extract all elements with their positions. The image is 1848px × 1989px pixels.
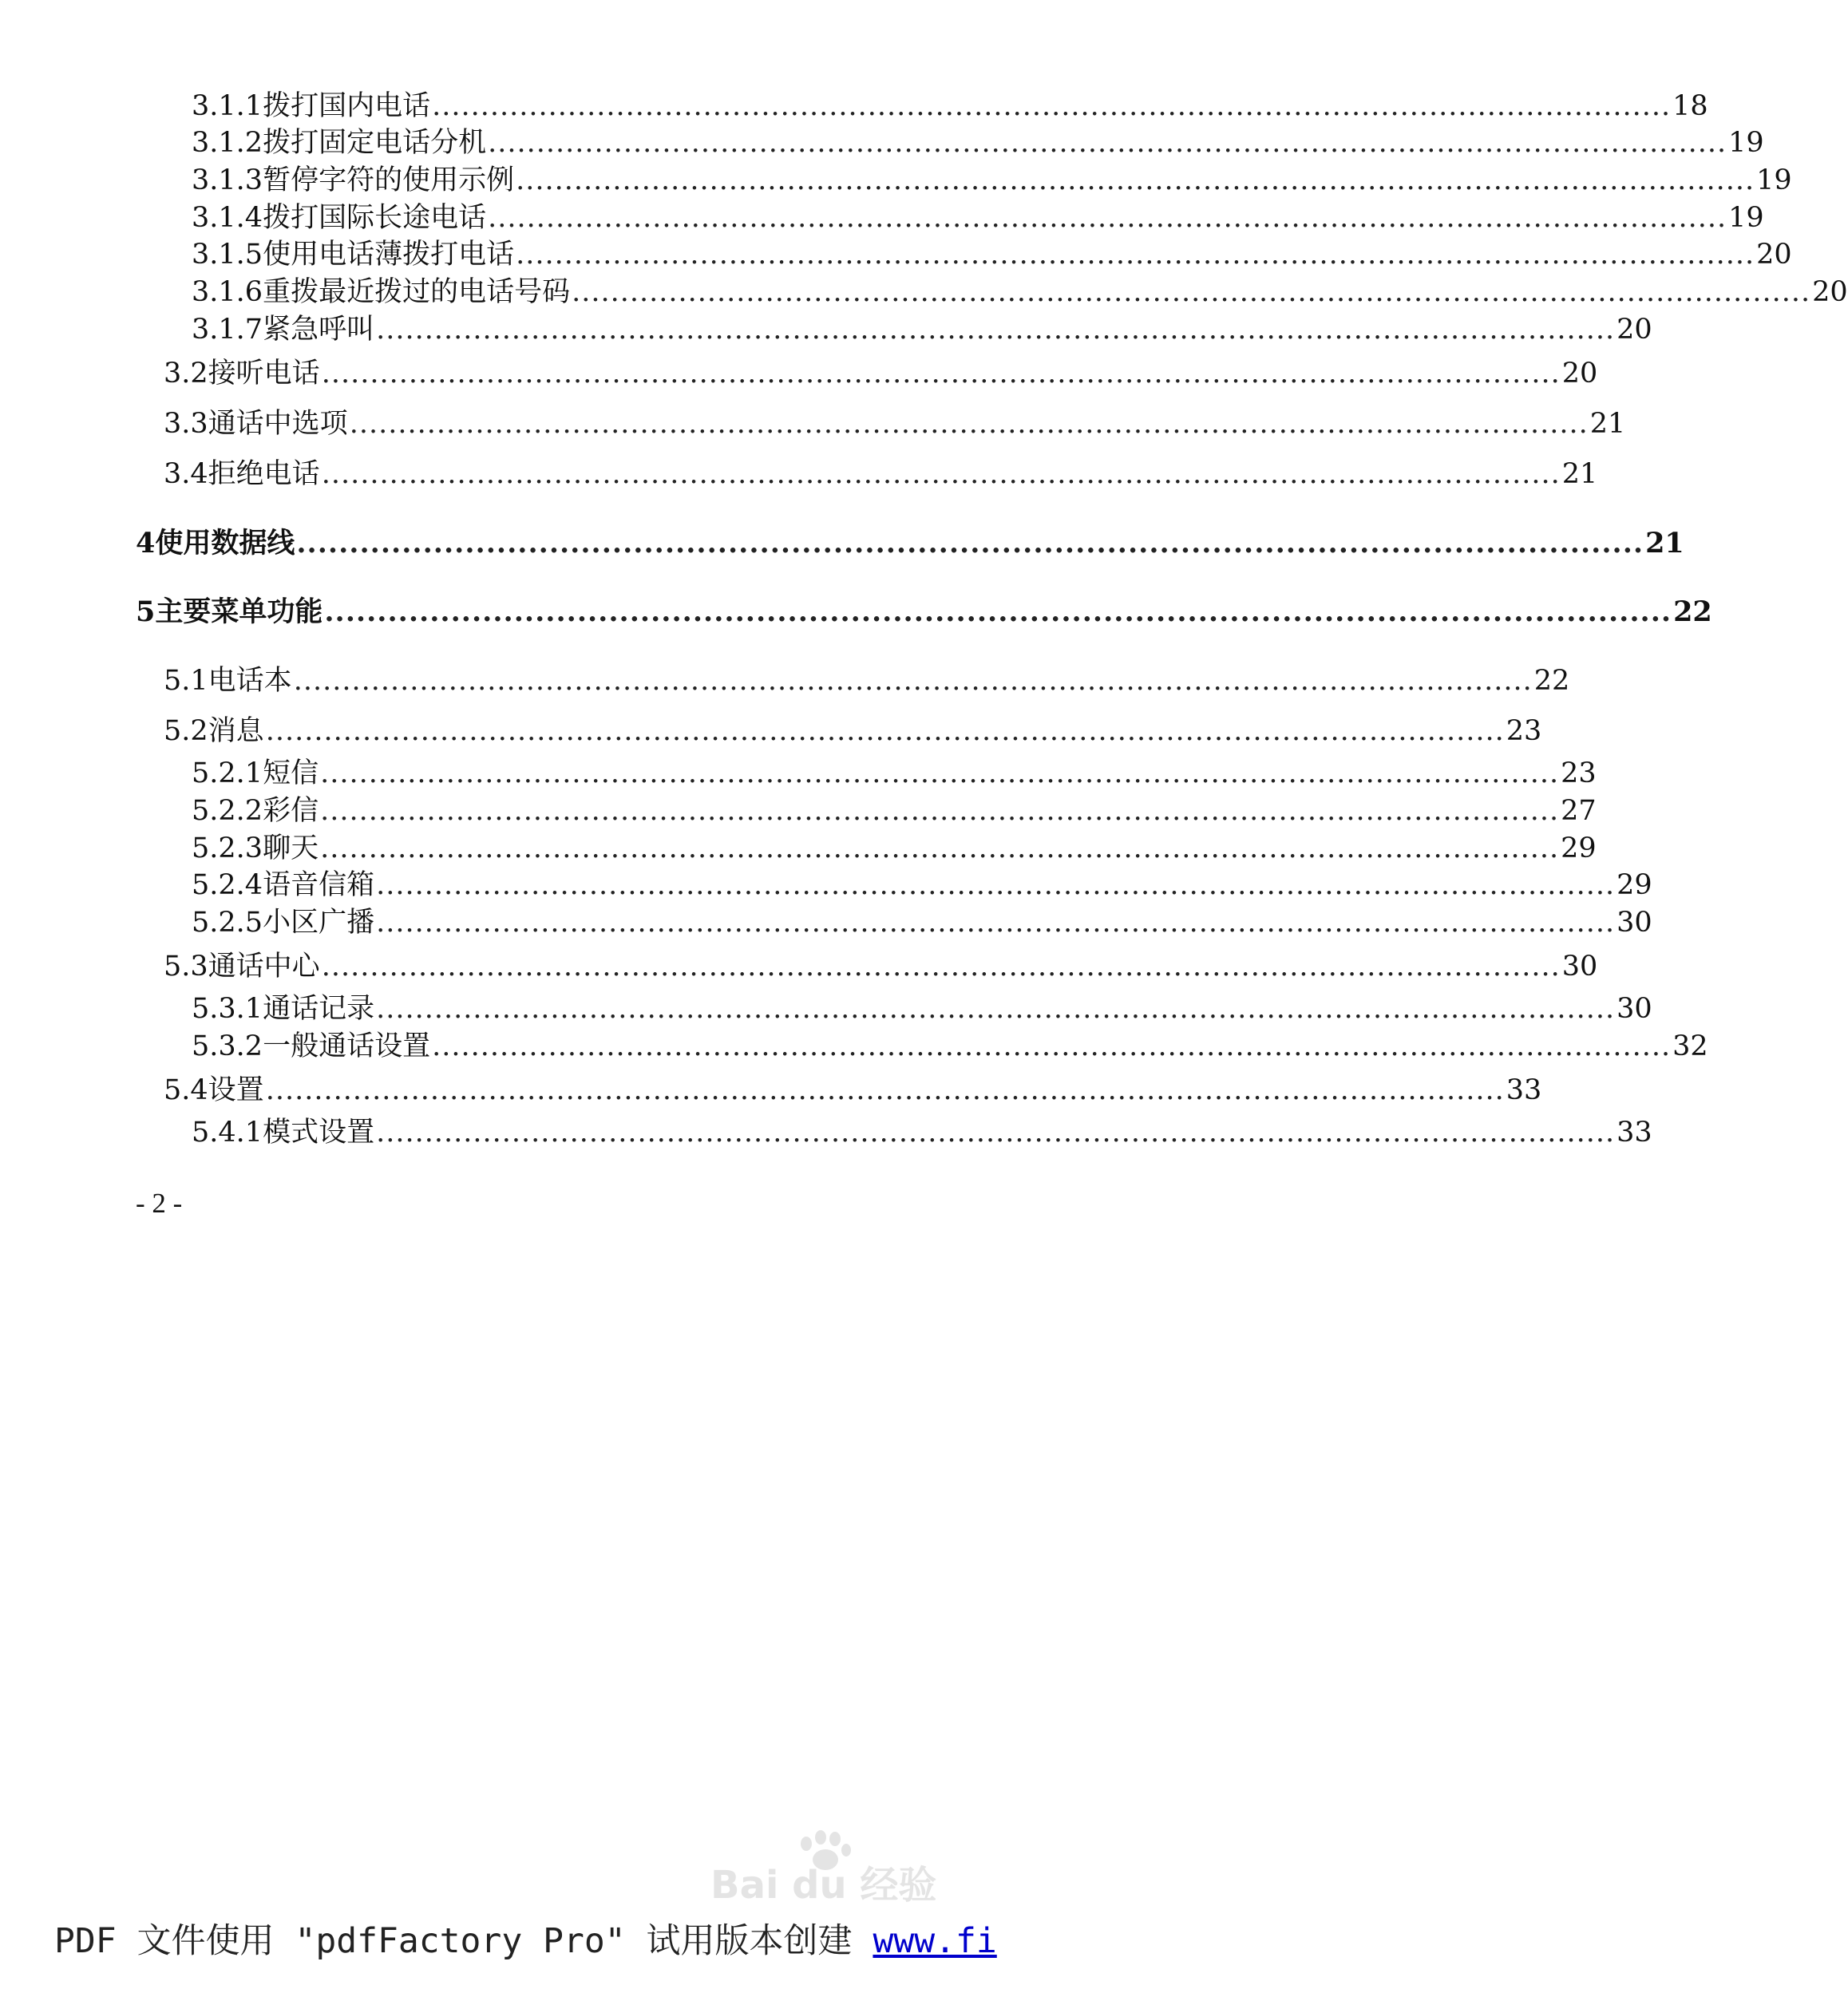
toc-number: 5.2.1	[192, 757, 263, 789]
toc-page: 29	[1617, 869, 1652, 901]
toc-leader: ................................................................................................................................	[320, 832, 1560, 864]
toc-title: 通话记录	[263, 993, 375, 1025]
toc-number: 5.3	[164, 951, 208, 983]
toc-entry[interactable]	[192, 794, 1597, 828]
toc-title: 短信	[263, 757, 319, 789]
toc-entry[interactable]	[192, 164, 1792, 197]
toc-leader: ................................................................................................................................	[321, 951, 1561, 983]
toc-title: 彩信	[263, 795, 319, 827]
toc-number: 5.3.2	[192, 1030, 263, 1062]
page-number: - 2 -	[136, 1188, 183, 1219]
toc-page: 21	[1561, 458, 1598, 490]
toc-leader: ................................................................................................................................	[432, 90, 1672, 122]
toc-number: 5.4.1	[192, 1117, 263, 1149]
toc-number: 5.1	[164, 665, 208, 697]
toc-number: 5.3.1	[192, 993, 263, 1025]
toc-page: 32	[1672, 1030, 1708, 1062]
toc-leader: ................................................................................................................................	[516, 239, 1755, 271]
toc-title: 通话中选项	[208, 408, 348, 440]
toc-leader: ................................................................................................................................	[376, 869, 1616, 901]
toc-page: 33	[1617, 1117, 1652, 1149]
pdf-footer	[54, 1914, 997, 1963]
toc-entry[interactable]	[164, 357, 1598, 390]
toc-title: 模式设置	[263, 1117, 375, 1149]
toc-number: 5.2.2	[192, 795, 263, 827]
toc-entry[interactable]	[164, 407, 1626, 441]
toc-leader: ................................................................................................................................	[265, 715, 1505, 747]
toc-title: 拨打固定电话分机	[263, 127, 487, 159]
toc-leader: ................................................................................................................................	[432, 1030, 1672, 1062]
toc-entry[interactable]	[164, 1074, 1542, 1107]
toc-page: 30	[1617, 907, 1652, 939]
toc-page: 22	[1673, 595, 1712, 628]
toc-number: 3.4	[164, 458, 208, 490]
toc-page: 19	[1756, 164, 1792, 196]
toc-title: 通话中心	[208, 951, 320, 983]
toc-page: 20	[1756, 239, 1792, 271]
toc-page: 27	[1561, 795, 1597, 827]
toc-entry[interactable]	[164, 714, 1542, 748]
toc-entry[interactable]	[164, 664, 1570, 698]
toc-title: 主要菜单功能	[155, 595, 323, 628]
toc-number: 3.2	[164, 358, 208, 389]
toc-number: 5.2	[164, 715, 208, 747]
toc-page: 29	[1561, 832, 1597, 864]
toc-leader: ................................................................................................................................	[488, 127, 1727, 159]
toc-title: 消息	[208, 715, 264, 747]
footer-link[interactable]: www.fi	[873, 1921, 997, 1961]
toc-number: 3.1.5	[192, 239, 263, 271]
toc-title: 拨打国际长途电话	[263, 202, 487, 234]
toc-number: 3.1.6	[192, 276, 263, 308]
toc-entry[interactable]	[192, 238, 1792, 271]
toc-leader: ................................................................................................................................	[293, 665, 1533, 697]
toc-title: 语音信箱	[263, 869, 375, 901]
toc-entry[interactable]	[164, 457, 1598, 491]
toc-page: 23	[1561, 757, 1597, 789]
toc-number: 3.1.7	[192, 314, 263, 346]
toc-entry[interactable]	[136, 527, 1684, 560]
toc-title: 聊天	[263, 832, 319, 864]
toc-page: 21	[1589, 408, 1626, 440]
toc-leader: ................................................................................................................................	[376, 1117, 1616, 1149]
toc-title: 暂停字符的使用示例	[263, 164, 515, 196]
toc-page: 20	[1561, 358, 1598, 389]
toc-page: 33	[1506, 1074, 1542, 1106]
toc-leader: ................................................................................................................................	[376, 993, 1616, 1025]
toc-leader: ................................................................................................................................	[320, 795, 1560, 827]
toc-leader: ................................................................................................................................	[376, 907, 1616, 939]
toc-entry[interactable]	[192, 868, 1652, 902]
toc-title: 设置	[208, 1074, 264, 1106]
toc-leader: ................................................................................................................................	[516, 164, 1755, 196]
toc-page: 30	[1561, 951, 1598, 983]
toc-number: 3.1.3	[192, 164, 263, 196]
toc-entry[interactable]	[192, 275, 1848, 309]
toc-leader: ................................................................................................................................	[488, 202, 1727, 234]
toc-page: 18	[1672, 90, 1708, 122]
toc-leader: ................................................................................................................................	[321, 458, 1561, 490]
toc-number: 3.1.2	[192, 127, 263, 159]
toc-leader: ................................................................................................................................	[296, 527, 1644, 560]
toc-number: 5.4	[164, 1074, 208, 1106]
toc-number: 5.2.3	[192, 832, 263, 864]
toc-title: 拨打国内电话	[263, 90, 431, 122]
toc-leader: ................................................................................................................................	[572, 276, 1811, 308]
toc-page: 22	[1533, 665, 1570, 697]
toc-title: 电话本	[208, 665, 292, 697]
toc-page: 21	[1645, 527, 1684, 560]
toc-number: 3.1.1	[192, 90, 263, 122]
toc-entry[interactable]	[192, 992, 1652, 1026]
toc-number: 5	[136, 595, 156, 628]
toc-entry[interactable]	[192, 89, 1708, 123]
toc-entry[interactable]	[192, 126, 1764, 160]
toc-page: 30	[1617, 993, 1652, 1025]
toc-title: 重拨最近拨过的电话号码	[263, 276, 571, 308]
toc-title: 使用数据线	[155, 527, 295, 560]
toc-entry[interactable]	[192, 1030, 1708, 1063]
toc-number: 5.2.5	[192, 907, 263, 939]
toc-number: 5.2.4	[192, 869, 263, 901]
toc-leader: ................................................................................................................................	[324, 595, 1672, 628]
toc-leader: ................................................................................................................................	[265, 1074, 1505, 1106]
toc-leader: ................................................................................................................................	[349, 408, 1589, 440]
toc-leader: ................................................................................................................................	[320, 757, 1560, 789]
toc-number: 4	[136, 527, 156, 560]
toc-page: 20	[1812, 276, 1848, 308]
watermark-text: Bai du 经验	[710, 1863, 937, 1908]
toc-page: 19	[1728, 202, 1764, 234]
toc-entry[interactable]	[164, 950, 1598, 983]
toc-title: 紧急呼叫	[263, 314, 375, 346]
toc-number: 3.1.4	[192, 202, 263, 234]
toc-entry[interactable]	[192, 757, 1597, 790]
toc-title: 一般通话设置	[263, 1030, 431, 1062]
toc-entry[interactable]	[192, 1116, 1652, 1149]
toc-number: 3.3	[164, 408, 208, 440]
toc-page: 23	[1506, 715, 1542, 747]
toc-entry[interactable]	[192, 201, 1764, 235]
toc-title: 接听电话	[208, 358, 320, 389]
toc-title: 拒绝电话	[208, 458, 320, 490]
toc-entry[interactable]	[192, 313, 1652, 346]
toc-leader: ................................................................................................................................	[376, 314, 1616, 346]
toc-entry[interactable]	[192, 832, 1597, 865]
toc-page: 20	[1617, 314, 1652, 346]
toc-entry[interactable]	[192, 906, 1652, 939]
footer-text: PDF 文件使用 "pdfFactory Pro" 试用版本创建	[54, 1921, 873, 1961]
toc-title: 使用电话薄拨打电话	[263, 239, 515, 271]
toc-entry[interactable]	[136, 595, 1712, 629]
toc-title: 小区广播	[263, 907, 375, 939]
toc-page: 19	[1728, 127, 1764, 159]
toc-leader: ................................................................................................................................	[321, 358, 1561, 389]
baidu-watermark-logo	[702, 1828, 958, 1908]
